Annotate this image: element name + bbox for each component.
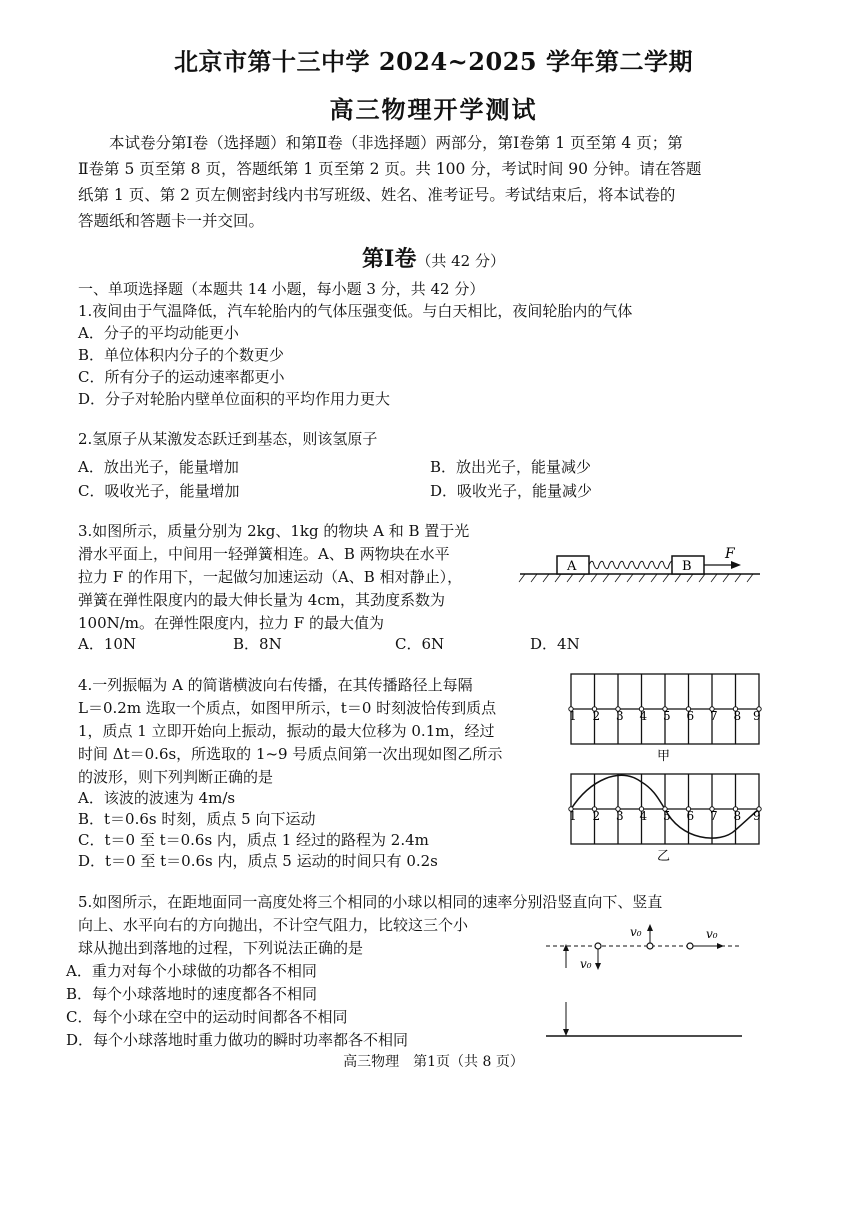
- particle-label: 1: [569, 709, 577, 723]
- exam-instructions: [78, 130, 778, 234]
- arrow-right-icon: [717, 943, 724, 949]
- q3-option-b[interactable]: B．8N: [233, 635, 282, 653]
- q3-figure: [515, 540, 765, 590]
- part-heading: 一、单项选择题（本题共 14 小题，每小题 3 分，共 42 分）: [78, 280, 485, 298]
- q4-stem-line: 1，质点 1 立即开始向上振动，振动的最大位移为 0.1m，经过: [78, 722, 495, 740]
- q3-stem-line: 100N/m。在弹性限度内，拉力 F 的最大值为: [78, 614, 384, 632]
- exam-subtitle: 高三物理开学测试: [329, 95, 538, 124]
- particle-label: 7: [710, 709, 718, 723]
- arrow-down-icon: [595, 963, 601, 970]
- figure-caption-yi: 乙: [657, 849, 671, 864]
- q3-stem-line: 弹簧在弹性限度内的最大伸长量为 4cm，其劲度系数为: [78, 591, 445, 609]
- particle-label: 8: [733, 709, 742, 723]
- particle-label: 1: [569, 809, 577, 823]
- q1-option-c[interactable]: C．所有分子的运动速率都更小: [78, 368, 285, 386]
- ball: [687, 943, 693, 949]
- particle-label: 4: [639, 809, 648, 823]
- page-footer: 高三物理 第1页（共 8 页）: [343, 1054, 524, 1070]
- q5-stem-line: 向上、水平向右的方向抛出，不计空气阻力，比较这三个小: [78, 916, 469, 934]
- arrow-down-icon: [563, 1029, 569, 1036]
- force-label: F: [725, 546, 735, 562]
- arrow-up-icon: [647, 924, 653, 931]
- ball: [595, 943, 601, 949]
- velocity-label: v₀: [580, 957, 592, 971]
- q1-option-a[interactable]: A．分子的平均动能更小: [78, 324, 239, 342]
- particle-label: 8: [733, 809, 742, 823]
- q4-option-d[interactable]: D．t＝0 至 t＝0.6s 内，质点 5 运动的时间只有 0.2s: [78, 852, 438, 870]
- q3-option-c[interactable]: C．6N: [395, 635, 445, 653]
- section-note: （共 42 分）: [416, 252, 505, 270]
- q5-stem-line: 5.如图所示，在距地面同一高度处将三个相同的小球以相同的速率分别沿竖直向下、竖直: [78, 893, 663, 911]
- force-arrow-icon: [731, 561, 741, 569]
- particle-label: 2: [592, 709, 601, 723]
- arrow-up-icon: [563, 944, 569, 951]
- particle-label: 9: [753, 709, 761, 723]
- q2-option-a[interactable]: A．放出光子，能量增加: [78, 458, 239, 476]
- particle-label: 7: [710, 809, 718, 823]
- exam-title: 北京市第十三中学 2024~2025 学年第二学期: [174, 47, 693, 76]
- q3-stem-line: 滑水平面上，中间用一轻弹簧相连。A、B 两物块在水平: [78, 545, 450, 563]
- particle-label: 4: [639, 709, 648, 723]
- particle-label: 9: [753, 809, 761, 823]
- section-heading: [0, 242, 867, 273]
- q5-option-d[interactable]: D．每个小球落地时重力做功的瞬时功率都各不相同: [66, 1031, 409, 1049]
- particle-label: 3: [616, 809, 624, 823]
- particle-label: 5: [663, 709, 671, 723]
- figure-caption-jia: 甲: [657, 749, 671, 764]
- q2-option-c[interactable]: C．吸收光子，能量增加: [78, 482, 240, 500]
- q4-figure: [565, 670, 770, 865]
- velocity-label: v₀: [630, 925, 642, 939]
- q3-stem-line: 拉力 F 的作用下，一起做匀加速运动（A、B 相对静止），: [78, 568, 463, 586]
- instruction-line: Ⅱ卷第 5 页至第 8 页，答题纸第 1 页至第 2 页。共 100 分，考试时间 90 分钟。请在答题: [78, 160, 702, 178]
- instruction-line: 答题纸和答题卡一并交回。: [78, 212, 265, 230]
- particle-label: 6: [686, 809, 695, 823]
- ball: [647, 943, 653, 949]
- instruction-line: 本试卷分第Ⅰ卷（选择题）和第Ⅱ卷（非选择题）两部分，第Ⅰ卷第 1 页至第 4 页；第: [109, 134, 683, 152]
- particle-label: 2: [592, 809, 601, 823]
- q4-stem-line: 时间 Δt＝0.6s，所选取的 1~9 号质点间第一次出现如图乙所示: [78, 745, 503, 763]
- particle-label: 3: [616, 709, 624, 723]
- particle-label: 6: [686, 709, 695, 723]
- q3-stem-line: 3.如图所示，质量分别为 2kg、1kg 的物块 A 和 B 置于光: [78, 522, 470, 540]
- section-title: 第Ⅰ卷: [362, 246, 417, 272]
- q4-option-a[interactable]: A．该波的波速为 4m/s: [78, 789, 236, 807]
- q4-stem-line: L＝0.2m 选取一个质点，如图甲所示，t＝0 时刻波恰传到质点: [78, 699, 497, 717]
- q3-option-d[interactable]: D．4N: [530, 635, 580, 653]
- q1-option-d[interactable]: D．分子对轮胎内壁单位面积的平均作用力更大: [78, 390, 391, 408]
- instruction-line: 纸第 1 页、第 2 页左侧密封线内书写班级、姓名、准考证号。考试结束后，将本试卷的: [78, 186, 676, 204]
- q1-option-b[interactable]: B．单位体积内分子的个数更少: [78, 346, 285, 364]
- q2-option-b[interactable]: B．放出光子，能量减少: [430, 458, 592, 476]
- q5-option-c[interactable]: C．每个小球在空中的运动时间都各不相同: [66, 1008, 348, 1026]
- q4-stem-line: 的波形，则下列判断正确的是: [78, 768, 274, 786]
- q3-option-a[interactable]: A．10N: [78, 635, 137, 653]
- q5-stem-line: 球从抛出到落地的过程，下列说法正确的是: [78, 939, 364, 957]
- q4-option-c[interactable]: C．t＝0 至 t＝0.6s 内，质点 1 经过的路程为 2.4m: [78, 831, 429, 849]
- particle-label: 5: [663, 809, 671, 823]
- spring: [589, 561, 682, 569]
- q5-option-b[interactable]: B．每个小球落地时的速度都各不相同: [66, 985, 318, 1003]
- block-b-label: B: [682, 559, 692, 574]
- q5-option-a[interactable]: A．重力对每个小球做的功都各不相同: [66, 962, 317, 980]
- q5-figure: [540, 920, 750, 1045]
- q4-stem-line: 4.一列振幅为 A 的简谐横波向右传播，在其传播路径上每隔: [78, 676, 473, 694]
- q2-stem: 2.氢原子从某激发态跃迁到基态，则该氢原子: [78, 430, 378, 448]
- q4-option-b[interactable]: B．t＝0.6s 时刻，质点 5 向下运动: [78, 810, 316, 828]
- q1-stem: 1.夜间由于气温降低，汽车轮胎内的气体压强变低。与白天相比，夜间轮胎内的气体: [78, 302, 633, 320]
- velocity-label: v₀: [706, 927, 718, 941]
- q2-option-d[interactable]: D．吸收光子，能量减少: [430, 482, 593, 500]
- block-a-label: A: [567, 559, 577, 574]
